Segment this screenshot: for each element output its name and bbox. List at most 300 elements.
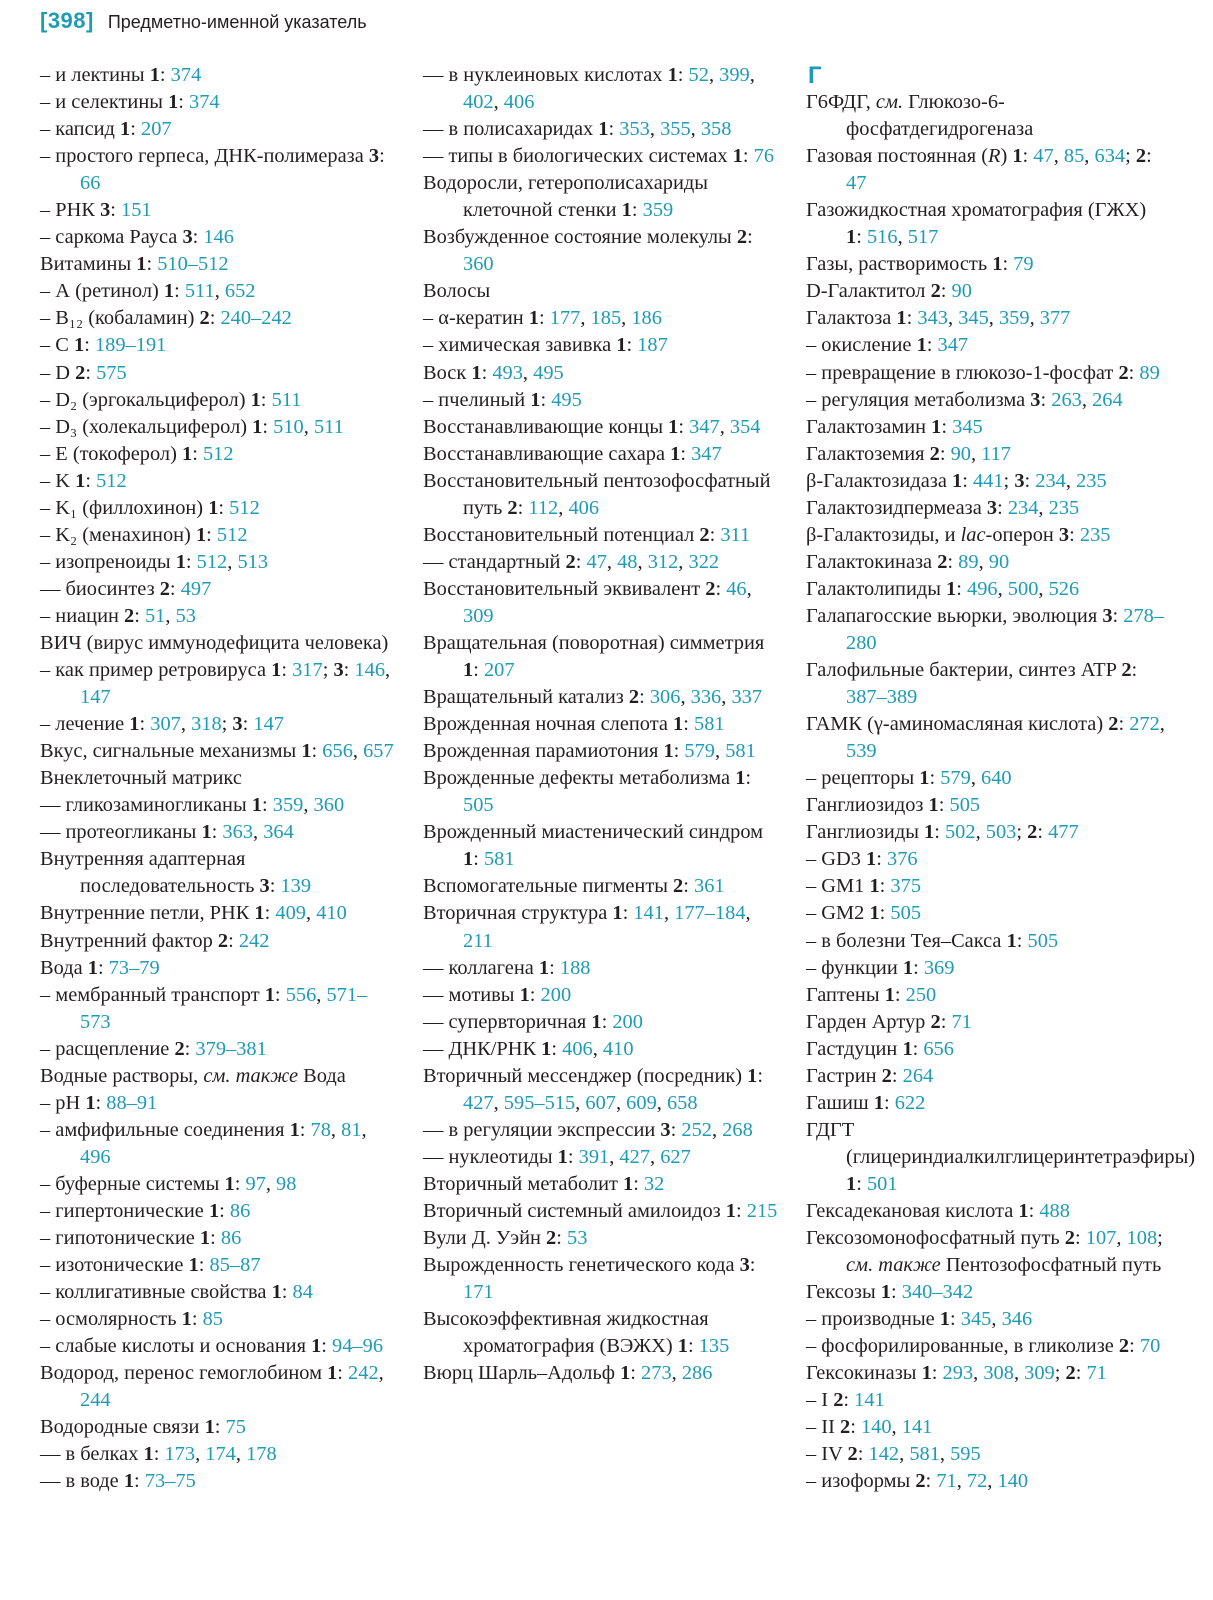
page-reference: 72 [966,1470,988,1493]
page-reference: 556 [285,983,317,1006]
page-reference: 581 [694,713,725,736]
index-entry: Гаптены 1: 250 [806,983,937,1006]
italic-note: см. также [846,1254,941,1277]
volume-number: 1 [928,794,939,817]
volume-number: 1 [557,1145,568,1168]
page-reference: 89 [1139,361,1160,384]
page-reference: 98 [276,1172,297,1195]
volume-number: 1 [528,307,539,330]
page-reference: 71 [936,1470,957,1493]
index-entry: – лечение 1: 307, 318; 3: 147 [40,713,284,736]
page-reference: 337 [731,686,763,709]
index-entry: –– в полисахаридах 1: 353, 355, 358 [423,118,732,141]
index-entry: – регуляция метаболизма 3: 263, 264 [806,388,1123,411]
page-reference: 85–87 [209,1254,261,1277]
index-entry: Галактозамин 1: 345 [806,415,983,438]
index-entry: Вторичный системный амилоидоз 1: 215 [423,1199,778,1222]
index-entry: – K₁ (филлохинон) 1: 512 [40,496,260,519]
index-entry: – фосфорилированные, в гликолизе 2: 70 [806,1335,1161,1358]
page-reference: 488 [1039,1199,1070,1222]
page-number: [398] [40,8,94,33]
index-entry: Волосы [423,280,491,303]
page-reference: 173 [164,1443,196,1466]
index-entry: –– типы в биологических системах 1: 76 [423,145,775,168]
page-reference: 369 [923,956,955,979]
page-reference: 539 [846,740,877,763]
volume-number: 3 [739,1254,750,1277]
index-entry: –– гликозаминогликаны 1: 359, 360 [40,794,345,817]
index-entry: – функции 1: 369 [806,956,955,979]
page-reference: 409 [275,902,306,925]
page-reference: 90 [988,550,1010,573]
page-reference: 374 [189,91,220,114]
volume-number: 3 [100,199,111,222]
page-reference: 311 [720,523,751,546]
page-reference: 200 [612,1010,643,1033]
volume-number: 1 [327,1362,338,1385]
page-reference: 151 [121,199,152,222]
page-reference: 607 [585,1091,616,1114]
index-entry: β-Галактозиды, и lac-оперон 3: 235 [806,523,1111,546]
index-entry: Газы, растворимость 1: 79 [806,253,1034,276]
index-entry: Воск 1: 493, 495 [423,361,564,384]
volume-number: 1 [846,226,857,249]
index-entry: Гексадекановая кислота 1: 488 [806,1199,1070,1222]
volume-number: 1 [620,1362,631,1385]
page-reference: 177 [549,307,581,330]
index-entry: Вторичная структура 1: 141, 177–184, 211 [423,902,751,952]
index-entry: Газожидкостная хроматография (ГЖХ) 1: 516, 517 [806,199,1147,249]
volume-number: 1 [199,1227,211,1250]
page-reference: 517 [907,226,939,249]
page-reference: 512 [196,550,228,573]
index-entry: – K₂ (менахинон) 1: 512 [40,523,248,546]
volume-number: 1 [866,848,877,871]
index-entry: –– ДНК/РНК 1: 406, 410 [423,1037,634,1060]
volume-number: 1 [530,388,541,411]
page-reference: 505 [463,794,494,817]
index-entry: Гарден Артур 2: 71 [806,1010,972,1033]
volume-number: 1 [129,713,140,736]
index-entry: –– супервторичная 1: 200 [423,1010,643,1033]
index-entry: Восстанавливающие сахара 1: 347 [423,442,722,465]
index-entry: ГАМК (γ-аминомасляная кислота) 2: 272, 539 [806,713,1165,763]
index-entry: – B₁₂ (кобаламин) 2: 240–242 [40,307,292,330]
volume-number: 2 [124,604,135,627]
page-reference: 53 [567,1227,588,1250]
page-reference: 73–75 [144,1470,196,1493]
volume-number: 3 [368,145,380,168]
index-entry: – K 1: 512 [40,469,127,492]
page-reference: 379–381 [195,1037,267,1060]
index-entry: – I 2: 141 [806,1389,885,1412]
index-entry: – осмолярность 1: 85 [40,1308,223,1331]
index-entry: – D₃ (холекальциферол) 1: 510, 511 [40,415,344,438]
page-reference: 52 [688,64,709,86]
index-entry: Врожденная ночная слепота 1: 581 [423,713,725,736]
volume-number: 1 [598,118,609,141]
volume-number: 1 [188,1254,199,1277]
page-reference: 634 [1094,145,1126,168]
page-reference: 147 [80,686,111,709]
page-reference: 174 [205,1443,236,1466]
volume-number: 3 [1102,604,1113,627]
page-reference: 340–342 [901,1281,974,1304]
index-entry: – GM1 1: 375 [806,875,922,898]
page-reference: 410 [316,902,347,925]
index-entry: – расщепление 2: 379–381 [40,1037,267,1060]
volume-number: 2 [929,442,940,465]
volume-number: 1 [621,199,632,222]
page-reference: 186 [631,307,662,330]
index-entry: –– протеогликаны 1: 363, 364 [40,821,294,844]
volume-number: 1 [880,1281,891,1304]
index-entry: Вкус, сигнальные механизмы 1: 656, 657 [40,740,394,763]
index-entry: – саркома Рауса 3: 146 [40,226,234,249]
index-entry: – производные 1: 345, 346 [806,1308,1033,1331]
page-reference: 215 [746,1199,778,1222]
index-entry: Вспомогательные пигменты 2: 361 [423,875,725,898]
page-reference: 66 [80,172,101,195]
page-reference: 147 [253,713,284,736]
volume-number: 1 [747,1064,758,1087]
volume-number: 3 [1030,388,1041,411]
volume-number: 1 [992,253,1003,276]
page-reference: 306 [649,686,681,709]
volume-number: 1 [668,415,679,438]
index-entry: –– в регуляции экспрессии 3: 252, 268 [423,1118,753,1141]
page-reference: 652 [224,280,256,303]
index-entry: – ниацин 2: 51, 53 [40,604,196,627]
volume-number: 1 [463,659,474,682]
volume-number: 2 [736,226,748,249]
index-entry: – α-кератин 1: 177, 185, 186 [423,307,662,330]
index-entry: Врожденные дефекты метаболизма 1: 505 [423,767,752,817]
page-reference: 84 [292,1281,313,1304]
page-reference: 207 [141,118,172,141]
volume-number: 1 [175,550,186,573]
volume-number: 1 [884,983,895,1006]
page-reference: 178 [246,1443,277,1466]
volume-number: 1 [204,1416,215,1439]
volume-number: 2 [833,1389,844,1412]
page-reference: 211 [463,929,493,952]
page-reference: 658 [666,1091,698,1114]
page-reference: 108 [1126,1227,1158,1250]
index-entry: – E (токоферол) 1: 512 [40,442,234,465]
volume-number: 1 [541,1037,552,1060]
page-reference: 505 [890,902,922,925]
page-reference: 286 [681,1362,713,1385]
index-entry: – капсид 1: 207 [40,118,172,141]
volume-number: 1 [846,1172,857,1195]
volume-number: 1 [224,1172,235,1195]
volume-number: 1 [946,577,957,600]
page-reference: 318 [191,713,222,736]
index-entry: Гексозомонофосфатный путь 2: 107, 108; см. также Пентозофосфатный путь [806,1227,1163,1277]
page-reference: 94–96 [332,1335,384,1358]
volume-number: 1 [195,523,207,546]
index-entry: – пчелиный 1: 495 [423,388,582,411]
volume-number: 1 [85,1091,96,1114]
index-entry: – мембранный транспорт 1: 556, 571–573 [40,983,368,1033]
page-reference: 73–79 [108,956,160,979]
volume-number: 1 [87,956,98,979]
page-reference: 571–573 [80,983,368,1033]
volume-number: 1 [622,1172,634,1195]
volume-number: 2 [673,875,684,898]
index-entry: Водные растворы, см. также Вода [40,1064,346,1087]
page-reference: 406 [568,496,600,519]
volume-number: 1 [136,253,147,276]
volume-number: 2 [1065,1362,1076,1385]
volume-number: 1 [264,983,275,1006]
index-entry: Ганглиозидоз 1: 505 [806,794,981,817]
index-entry: – и лектины 1: 374 [40,64,202,86]
index-entry: Водородные связи 1: 75 [40,1416,246,1439]
index-entry: –– в белках 1: 173, 174, 178 [40,1443,277,1466]
page-reference: 354 [729,415,761,438]
index-entry: – GD3 1: 376 [806,848,918,871]
page-reference: 377 [1039,307,1071,330]
page-reference: 268 [722,1118,753,1141]
volume-number: 3 [182,226,193,249]
volume-number: 1 [869,875,880,898]
page-reference: 146 [203,226,234,249]
page-reference: 406 [503,91,535,114]
volume-number: 1 [896,307,907,330]
page-reference: 360 [313,794,345,817]
page-reference: 496 [967,577,998,600]
page-reference: 146 [354,659,386,682]
index-entry: Вули Д. Уэйн 2: 53 [423,1227,588,1250]
page-reference: 293 [942,1362,974,1385]
index-entry: Водород, перенос гемоглобином 1: 242, 244 [40,1362,384,1412]
page-reference: 142 [868,1443,900,1466]
volume-number: 2 [217,929,229,952]
page-reference: 322 [688,550,720,573]
page-reference: 579 [684,740,715,763]
index-entry: – D 2: 575 [40,361,127,384]
volume-number: 1 [677,1335,688,1358]
index-entry: – D₂ (эргокальциферол) 1: 511 [40,388,302,411]
index-entry: – амфифильные соединения 1: 78, 81, 496 [40,1118,367,1168]
page-reference: 512 [96,469,127,492]
page-reference: 657 [363,740,394,763]
volume-number: 1 [670,442,681,465]
volume-number: 1 [143,1443,154,1466]
page-reference: 97 [245,1172,266,1195]
index-entry: – GM2 1: 505 [806,902,922,925]
page-reference: 86 [220,1227,242,1250]
italic-note: lac [960,523,986,546]
volume-number: 1 [252,415,263,438]
index-column-1 [40,62,395,1495]
index-entry: Галактоземия 2: 90, 117 [806,442,1012,465]
page-reference: 89 [958,550,979,573]
index-entry: Вращательный катализ 2: 306, 336, 337 [423,686,763,709]
page-reference: 76 [753,145,775,168]
page-reference: 177–184 [674,902,746,925]
page-reference: 627 [660,1145,691,1168]
index-entry: Вращательная (поворотная) симметрия 1: 207 [423,631,765,682]
page-reference: 117 [981,442,1012,465]
running-title: Предметно-именной указатель [107,12,367,32]
index-entry: Галактолипиды 1: 496, 500, 526 [806,577,1080,600]
page-reference: 410 [602,1037,634,1060]
volume-number: 1 [1018,1199,1029,1222]
index-entry: Вюрц Шарль–Адольф 1: 273, 286 [423,1362,713,1385]
page-reference: 312 [647,550,679,573]
page-reference: 107 [1085,1227,1117,1250]
volume-number: 1 [311,1335,322,1358]
italic-note: см. также [203,1064,299,1087]
volume-number: 3 [1014,469,1025,492]
page-reference: 406 [562,1037,593,1060]
page-reference: 141 [854,1389,885,1412]
index-entry: Высокоэффективная жидкостная хроматография (ВЭЖХ) 1: 135 [423,1308,730,1358]
volume-number: 1 [902,956,914,979]
index-entry: Г6ФДГ, см. Глюкозо-6-фосфатдегидрогеназа [806,91,1034,141]
volume-number: 1 [254,902,265,925]
index-entry: – буферные системы 1: 97, 98 [40,1172,297,1195]
volume-number: 2 [1108,713,1119,736]
volume-number: 1 [74,334,85,357]
volume-number: 2 [1118,1335,1130,1358]
page-reference: 579 [940,767,971,790]
volume-number: 1 [163,280,175,303]
volume-number: 1 [201,821,212,844]
volume-number: 1 [471,361,482,384]
page-reference: 75 [225,1416,246,1439]
page-reference: 85 [1063,145,1085,168]
index-entry: Вторичный метаболит 1: 32 [423,1172,665,1195]
volume-number: 1 [732,145,743,168]
index-entry: – IV 2: 142, 581, 595 [806,1443,981,1466]
index-entry: – pH 1: 88–91 [40,1091,158,1114]
index-entry: – простого герпеса, ДНК-полимераза 3: 66 [40,145,385,195]
volume-number: 1 [289,1118,300,1141]
volume-number: 1 [663,740,674,763]
index-entry: – химическая завивка 1: 187 [423,334,668,357]
volume-number: 1 [919,767,930,790]
page-reference: 427 [463,1091,494,1114]
volume-number: 2 [1135,145,1147,168]
volume-number: 2 [546,1227,557,1250]
page-reference: 391 [578,1145,610,1168]
index-entry: Галактоза 1: 343, 345, 359, 377 [806,307,1071,330]
index-entry: Восстанавливающие концы 1: 347, 354 [423,415,761,438]
page-reference: 234 [1035,469,1066,492]
page-reference: 360 [463,253,494,276]
index-entry: Ганглиозиды 1: 502, 503; 2: 477 [806,821,1079,844]
volume-number: 1 [591,1010,602,1033]
page-reference: 187 [637,334,668,357]
index-entry: –– нуклеотиды 1: 391, 427, 627 [423,1145,691,1168]
index-column-3 [806,62,1196,1495]
page-reference: 345 [952,415,983,438]
page-reference: 581 [909,1443,940,1466]
index-entry: Галапагосские вьюрки, эволюция 3: 278–280 [806,604,1165,654]
volume-number: 2 [1064,1227,1075,1250]
index-entry: Вода 1: 73–79 [40,956,160,979]
page-reference: 309 [1024,1362,1055,1385]
page-reference: 244 [80,1389,111,1412]
volume-number: 2 [1118,361,1129,384]
volume-number: 1 [208,496,219,519]
volume-number: 1 [667,64,678,86]
volume-number: 1 [612,902,623,925]
volume-number: 1 [120,118,131,141]
page-reference: 511 [271,388,302,411]
page-reference: 595–515 [503,1091,576,1114]
volume-number: 1 [463,848,474,871]
volume-number: 1 [208,1199,220,1222]
page-reference: 516 [866,226,898,249]
page-reference: 235 [1079,523,1111,546]
page-reference: 353 [619,118,650,141]
index-entry: Водоросли, гетерополисахариды клеточной стенки 1: 359 [423,172,708,222]
page-reference: 361 [694,875,725,898]
index-entry: – гипотонические 1: 86 [40,1227,242,1250]
page-reference: 263 [1051,388,1082,411]
page-reference: 345 [960,1308,992,1331]
index-entry: D-Галактитол 2: 90 [806,280,972,303]
italic-note: R [987,145,1001,168]
page-reference: 656 [322,740,353,763]
volume-number: 1 [149,64,160,86]
page-reference: 336 [690,686,722,709]
page-reference: 609 [626,1091,657,1114]
index-entry: – изотонические 1: 85–87 [40,1254,261,1277]
page-reference: 363 [222,821,254,844]
page-reference: 505 [949,794,981,817]
page-reference: 346 [1001,1308,1033,1331]
page-reference: 427 [619,1145,651,1168]
volume-number: 1 [271,659,282,682]
page-reference: 402 [463,91,494,114]
page-reference: 575 [96,361,127,384]
index-entry: – и селектины 1: 374 [40,91,220,114]
volume-number: 2 [565,550,576,573]
page-reference: 307 [150,713,181,736]
volume-number: 1 [301,740,312,763]
index-entry: Восстановительный пентозофосфатный путь 2: 112, 406 [423,469,771,519]
volume-number: 1 [250,388,261,411]
page-reference: 272 [1129,713,1160,736]
volume-number: 1 [735,767,746,790]
page-reference: 387–389 [846,686,918,709]
page-reference: 46 [726,577,747,600]
page-reference: 496 [80,1145,111,1168]
page-reference: 503 [985,821,1017,844]
page-reference: 252 [681,1118,712,1141]
index-entry: Внутренние петли, РНК 1: 409, 410 [40,902,347,925]
page-reference: 526 [1048,577,1080,600]
index-entry: Внутренняя адаптерная последовательность 3: 139 [40,848,312,898]
page-reference: 656 [923,1037,954,1060]
index-entry: Галофильные бактерии, синтез ATP 2: 387–389 [806,659,1138,709]
page-reference: 309 [463,604,494,627]
volume-number: 1 [924,821,935,844]
page-reference: 85 [202,1308,223,1331]
index-entry: Врожденный миастенический синдром 1: 581 [423,821,764,871]
index-entry: Гексокиназы 1: 293, 308, 309; 2: 71 [806,1362,1107,1385]
volume-number: 1 [519,983,530,1006]
index-entry: Гастрин 2: 264 [806,1064,934,1087]
volume-number: 1 [251,794,262,817]
page-reference: 595 [950,1443,981,1466]
